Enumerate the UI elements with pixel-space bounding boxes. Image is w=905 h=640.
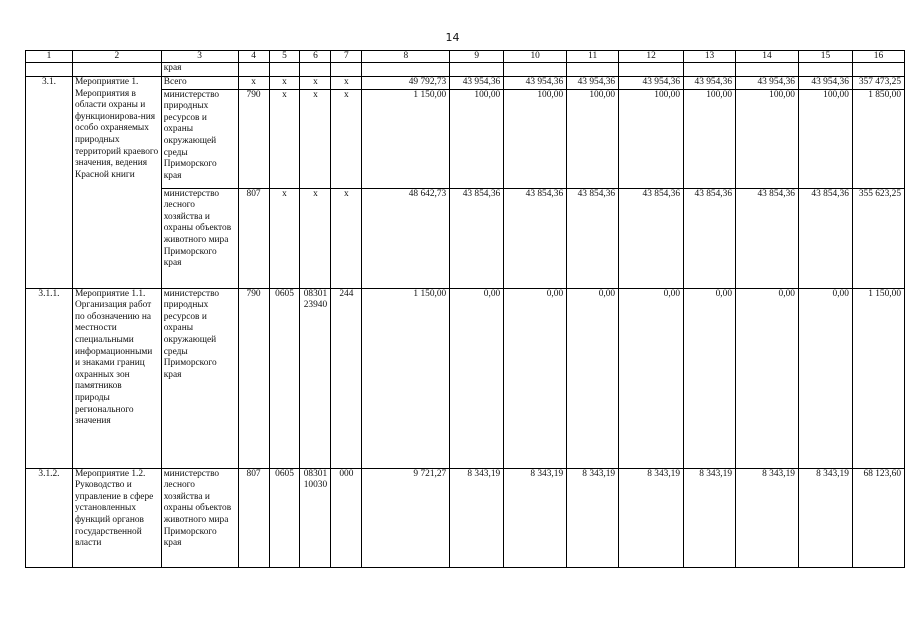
continuation-row [26,63,905,77]
executor: министерство лесного хозяйства и охраны объектов животного мира Приморского края [161,468,238,567]
section-code: 0605 [269,288,300,468]
amount: 43 954,36 [504,77,567,90]
total-amount: 1 850,00 [852,89,904,188]
amount: 8 343,19 [736,468,799,567]
amount: 0,00 [619,288,684,468]
table-cell [504,63,567,77]
total-amount: 357 473,25 [852,77,904,90]
amount: 100,00 [450,89,504,188]
target-code: x [300,188,331,288]
column-number: 3 [161,51,238,63]
amount: 43 854,36 [450,188,504,288]
amount: 1 150,00 [362,89,450,188]
amount: 100,00 [619,89,684,188]
table-cell [300,63,331,77]
column-number: 13 [684,51,736,63]
column-number: 15 [798,51,852,63]
column-number: 11 [567,51,619,63]
table-cell [26,63,73,77]
executor: министерство природных ресурсов и охраны окружающей среды Приморского края [161,288,238,468]
expense-code: x [331,89,362,188]
table-cell [362,63,450,77]
amount: 43 854,36 [619,188,684,288]
table-cell [331,63,362,77]
column-number-row [26,51,905,63]
section-code: x [269,89,300,188]
table-cell [238,63,269,77]
amount: 100,00 [684,89,736,188]
amount: 43 854,36 [504,188,567,288]
column-number: 16 [852,51,904,63]
amount: 100,00 [736,89,799,188]
table-cell [684,63,736,77]
amount: 43 954,36 [684,77,736,90]
item-name: Мероприятие 1.2. Руководство и управление в сфере установленных функций органов государственной власти [72,468,161,567]
column-number: 1 [26,51,73,63]
executor: Всего [161,77,238,90]
table-cell [72,63,161,77]
amount: 48 642,73 [362,188,450,288]
expense-code: x [331,77,362,90]
column-number: 9 [450,51,504,63]
item-number: 3.1.1. [26,288,73,468]
amount: 0,00 [504,288,567,468]
amount: 100,00 [504,89,567,188]
target-code: x [300,77,331,90]
amount: 8 343,19 [798,468,852,567]
ministry-code: 790 [238,288,269,468]
amount: 100,00 [567,89,619,188]
table-cell [736,63,799,77]
amount: 43 954,36 [798,77,852,90]
amount: 8 343,19 [567,468,619,567]
executor: министерство лесного хозяйства и охраны объектов животного мира Приморского края [161,188,238,288]
executor: министерство природных ресурсов и охраны окружающей среды Приморского края [161,89,238,188]
column-number: 5 [269,51,300,63]
item-number: 3.1. [26,77,73,289]
amount: 43 954,36 [619,77,684,90]
amount: 8 343,19 [450,468,504,567]
target-code: 08301 10030 [300,468,331,567]
column-number: 12 [619,51,684,63]
table-row [26,288,905,468]
budget-table [25,50,905,568]
amount: 43 854,36 [736,188,799,288]
amount: 43 954,36 [736,77,799,90]
amount: 43 954,36 [567,77,619,90]
ministry-code: 807 [238,188,269,288]
amount: 9 721,27 [362,468,450,567]
amount: 8 343,19 [504,468,567,567]
amount: 8 343,19 [619,468,684,567]
section-code: x [269,77,300,90]
item-name: Мероприятие 1. Мероприятия в области охраны и функционирова-ния особо охраняемых природных территорий краевого значения, ведения Красной книги [72,77,161,289]
amount: 0,00 [450,288,504,468]
total-amount: 68 123,60 [852,468,904,567]
section-code: x [269,188,300,288]
column-number: 2 [72,51,161,63]
table-row [26,77,905,90]
amount: 43 854,36 [567,188,619,288]
section-code: 0605 [269,468,300,567]
total-amount: 1 150,00 [852,288,904,468]
amount: 49 792,73 [362,77,450,90]
ministry-code: x [238,77,269,90]
column-number: 6 [300,51,331,63]
column-number: 4 [238,51,269,63]
amount: 0,00 [684,288,736,468]
column-number: 8 [362,51,450,63]
amount: 43 854,36 [684,188,736,288]
amount: 100,00 [798,89,852,188]
amount: 0,00 [567,288,619,468]
total-amount: 355 623,25 [852,188,904,288]
amount: 0,00 [736,288,799,468]
continuation-cell: края [161,63,238,77]
amount: 8 343,19 [684,468,736,567]
column-number: 14 [736,51,799,63]
target-code: x [300,89,331,188]
item-number: 3.1.2. [26,468,73,567]
target-code: 08301 23940 [300,288,331,468]
amount: 43 854,36 [798,188,852,288]
amount: 43 954,36 [450,77,504,90]
table-row [26,468,905,567]
amount: 1 150,00 [362,288,450,468]
expense-code: 000 [331,468,362,567]
expense-code: 244 [331,288,362,468]
column-number: 10 [504,51,567,63]
table-cell [852,63,904,77]
table-cell [567,63,619,77]
item-name: Мероприятие 1.1. Организация работ по обозначению на местности специальными информационными и знаками границ охранных зон памятников природы регионального значения [72,288,161,468]
ministry-code: 790 [238,89,269,188]
amount: 0,00 [798,288,852,468]
table-cell [798,63,852,77]
table-cell [269,63,300,77]
table-cell [450,63,504,77]
page-number: 14 [445,31,460,44]
column-number: 7 [331,51,362,63]
ministry-code: 807 [238,468,269,567]
expense-code: x [331,188,362,288]
table-cell [619,63,684,77]
